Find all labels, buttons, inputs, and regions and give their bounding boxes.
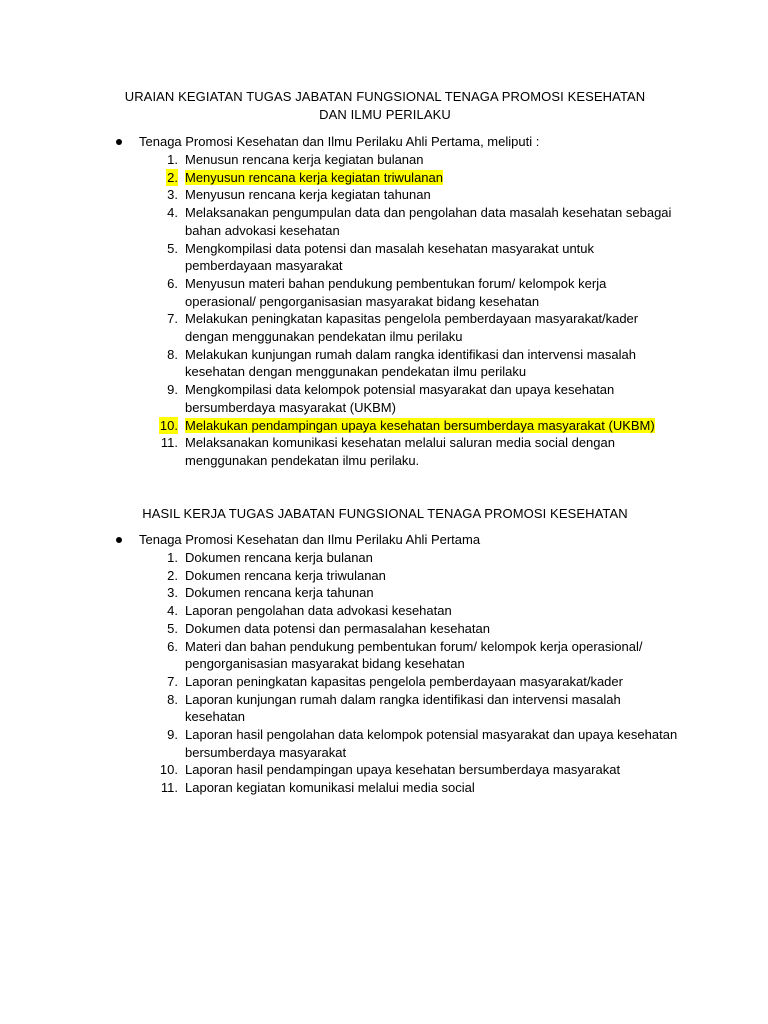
highlighted-item-text: Melakukan pendampingan upaya kesehatan bersumberdaya masyarakat (UKBM) — [185, 417, 655, 433]
list-item — [0, 381, 768, 416]
item-number: 5. — [167, 240, 178, 256]
item-text: Dokumen rencana kerja triwulanan — [185, 567, 386, 583]
item-text: Mengkompilasi data kelompok potensial masyarakat dan upaya kesehatan bersumberdaya masyarakat (UKBM) — [185, 382, 615, 415]
item-number: 6. — [167, 275, 178, 291]
section-1-bullet-text: Tenaga Promosi Kesehatan dan Ilmu Perilaku Ahli Pertama, meliputi : — [139, 134, 540, 149]
item-number: 4. — [167, 205, 178, 221]
list-item — [0, 620, 768, 638]
item-number: 2. — [167, 567, 178, 583]
item-number: 3. — [167, 187, 178, 203]
item-text: Dokumen rencana kerja bulanan — [185, 550, 373, 565]
list-item — [0, 673, 768, 691]
item-text: Menusun rencana kerja kegiatan bulanan — [185, 152, 424, 167]
item-text: Melakukan peningkatan kapasitas pengelola pemberdayaan masyarakat/kader dengan menggunakan pendekatan ilmu perilaku — [185, 311, 639, 345]
list-item — [0, 779, 768, 797]
list-item — [0, 240, 768, 275]
item-text: Menyusun rencana kerja kegiatan tahunan — [185, 187, 431, 203]
item-number: 7. — [167, 311, 178, 327]
item-number: 8. — [167, 691, 178, 707]
list-item — [0, 275, 768, 310]
list-item-highlighted — [0, 417, 768, 435]
section-1 — [0, 133, 768, 470]
list-item — [0, 434, 768, 469]
item-text: Laporan pengolahan data advokasi kesehatan — [185, 603, 452, 619]
item-text: Melakukan kunjungan rumah dalam rangka identifikasi dan intervensi masalah kesehatan dengan menggunakan pendekatan ilmu perilaku — [185, 346, 636, 380]
list-item — [0, 726, 768, 761]
list-item — [0, 584, 768, 602]
item-text: Laporan kegiatan komunikasi melalui media social — [185, 780, 475, 796]
section-1-heading: URAIAN KEGIATAN TUGAS JABATAN FUNGSIONAL TENAGA PROMOSI KESEHATAN DAN ILMU PERILAKU — [124, 89, 646, 122]
item-text: Melaksanakan komunikasi kesehatan melalui saluran media social dengan menggunakan pendekatan ilmu perilaku. — [185, 435, 615, 468]
item-number: 10. — [159, 417, 178, 433]
item-text: Mengkompilasi data potensi dan masalah kesehatan masyarakat untuk pemberdayaan masyarakat — [185, 240, 595, 274]
item-text: Laporan kunjungan rumah dalam rangka identifikasi dan intervensi masalah kesehatan — [185, 691, 621, 725]
item-number: 9. — [167, 727, 178, 743]
item-text: Laporan peningkatan kapasitas pengelola pemberdayaan masyarakat/kader — [185, 673, 623, 689]
item-text: Menyusun materi bahan pendukung pembentukan forum/ kelompok kerja operasional/ pengorganisasian masyarakat bidang kesehatan — [185, 275, 607, 309]
list-item — [0, 186, 768, 204]
section-1-list — [0, 151, 768, 470]
item-number: 11. — [160, 780, 178, 796]
item-number: 6. — [167, 638, 178, 654]
list-item-highlighted — [0, 169, 768, 187]
list-item — [0, 151, 768, 169]
item-number: 7. — [167, 673, 178, 689]
item-number: 4. — [167, 603, 178, 619]
section-2-list — [0, 549, 768, 797]
bullet-icon — [116, 537, 122, 543]
item-text: Melaksanakan pengumpulan data dan pengolahan data masalah kesehatan sebagai bahan advokasi kesehatan — [185, 205, 672, 238]
item-text: Dokumen rencana kerja tahunan — [185, 585, 374, 601]
item-number: 9. — [167, 382, 178, 398]
highlighted-item-text: Menyusun rencana kerja kegiatan triwulanan — [185, 169, 443, 185]
item-number: 11. — [160, 435, 178, 451]
list-item — [0, 602, 768, 620]
item-number: 3. — [167, 585, 178, 601]
section-2 — [0, 531, 768, 797]
list-item — [0, 761, 768, 779]
item-text: Laporan hasil pengolahan data kelompok potensial masyarakat dan upaya kesehatan bersumberdaya masyarakat — [185, 727, 678, 760]
item-number: 10. — [159, 762, 178, 778]
item-number: 5. — [167, 620, 178, 636]
item-number: 2. — [167, 169, 178, 185]
section-2-heading: HASIL KERJA TUGAS JABATAN FUNGSIONAL TENAGA PROMOSI KESEHATAN — [142, 506, 628, 521]
item-text: Laporan hasil pendampingan upaya kesehatan bersumberdaya masyarakat — [185, 762, 621, 778]
section-2-bullet-text: Tenaga Promosi Kesehatan dan Ilmu Perilaku Ahli Pertama — [139, 532, 481, 547]
item-number: 1. — [167, 152, 178, 167]
item-number: 1. — [167, 550, 178, 565]
list-item — [0, 691, 768, 726]
item-number: 8. — [167, 346, 178, 362]
item-text: Materi dan bahan pendukung pembentukan forum/ kelompok kerja operasional/ pengorganisasian masyarakat bidang kesehatan — [185, 638, 643, 672]
list-item — [0, 204, 768, 239]
list-item — [0, 549, 768, 567]
list-item — [0, 567, 768, 585]
item-text: Dokumen data potensi dan permasalahan kesehatan — [185, 620, 490, 636]
list-item — [0, 638, 768, 673]
bullet-icon — [116, 139, 122, 145]
section-1-bullet — [0, 133, 768, 151]
list-item — [0, 346, 768, 381]
section-2-bullet — [0, 531, 768, 549]
list-item — [0, 310, 768, 345]
